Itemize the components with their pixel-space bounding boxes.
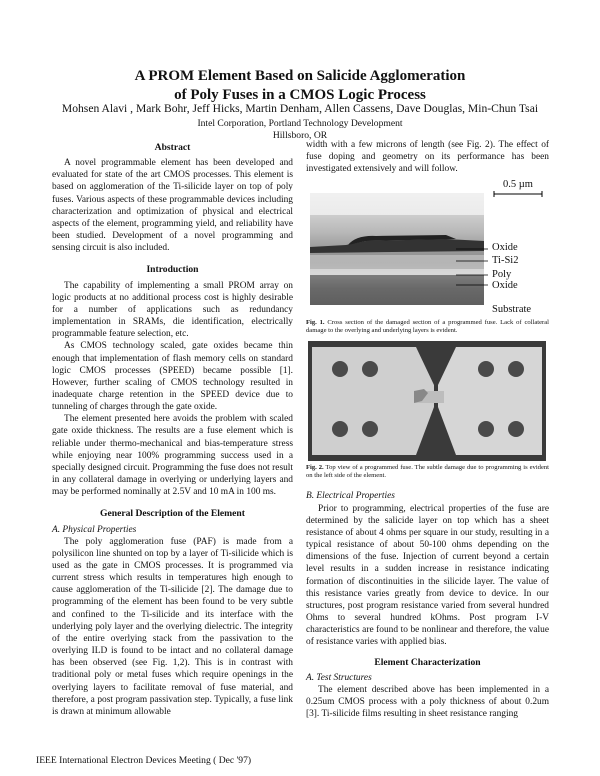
electrical-properties-paragraph: Prior to programming, electrical properties of the fuse are determined by the salicide layer on top which has a sheet resistance of about 4 ohms per square in our study, resulting in a typical resistance of about 50-100 ohms depending on the dimensions of the fuse. Injection of current beyond a certain level results in a sudden increase in resistance indicating formation of discontinuities in the silicide layer. The value of this resistance varies greatly from device to device. In our structures, post program resistance varied from several hundred Ohms to several hundred kOhms. Post program I-V characteristics are found to be nonlinear and therefore, the value of resistance varies with applied bias.	[306, 503, 549, 648]
physical-properties-continuation: width with a few microns of length (see Fig. 2). The effect of fuse doping and geometry on its performance has been investigated extensively and will follow.	[306, 140, 549, 175]
location: Hillsboro, OR	[272, 130, 328, 141]
label-oxide-top: Oxide	[492, 242, 518, 254]
intro-paragraph-3: The element presented here avoids the problem with scaled gate oxide thickness. The results are a fuse element which is reliable under thermo-mechanical and bias-temperature stress while enjoying near 100% programming success used in a specially designed circuit. Programming the fuse does not result in any collateral damage in overlying or underlying layers and may be performed nominally at 2.5V and 10 mA in 100 ms.	[52, 414, 293, 498]
figure-2-caption	[306, 464, 549, 480]
figure-1-tag: Fig. 1.	[306, 319, 325, 327]
abstract-text: A novel programmable element has been developed and evaluated for state of the art CMOS processes. This element is based on agglomeration of the Ti-silicide layer on top of poly fuses. Various aspects of these programmable devices including characterization and optimization of physical and electrical aspects of the element, programming yield, and reliability have been studied. Development of a novel programming and sensing circuit is also included.	[52, 158, 293, 254]
element-characterization-heading: Element Characterization	[374, 656, 481, 668]
right-column	[306, 142, 549, 720]
general-description-heading: General Description of the Element	[100, 508, 245, 520]
paper-title-line1: A PROM Element Based on Salicide Agglomeration	[134, 68, 466, 84]
intro-paragraph-2: As CMOS technology scaled, gate oxides became thin enough that implementation of flash memory cells on standard logic CMOS processes (SPEED) became possible [1]. However, further scaling of CMOS technology resulted in inadequate charge retention in the SPEED device due to tunneling of charges through the gate oxide.	[52, 341, 293, 413]
top-view-micrograph	[306, 341, 549, 461]
label-substrate: Substrate	[492, 304, 532, 316]
electrical-properties-subheading: B. Electrical Properties	[306, 491, 395, 502]
footer-venue: IEEE International Electron Devices Meeting ( Dec '97)	[36, 755, 252, 766]
physical-properties-subheading: A. Physical Properties	[52, 524, 137, 535]
author-list: Mohsen Alavi , Mark Bohr, Jeff Hicks, Martin Denham, Allen Cassens, Dave Douglas, Min-Chun Tsai	[61, 102, 539, 115]
label-poly: Poly	[492, 269, 512, 281]
physical-properties-paragraph: The poly agglomeration fuse (PAF) is made from a polysilicon line shunted on top by a layer of Ti-silicide which is used as the gate in CMOS processes. It is programmed via current stress which results in temperatures high enough to cause agglomeration of the Ti-silicide [2]. The damage due to programming of the element has been found to be very subtle and confined to the Ti-silicide and its interface with the underlying poly layer and the overlying dielectric. The integrity of the entire overlying stack from the passivation to the overlying ILD is found to be intact and no collateral damage has been observed (see Fig. 1,2). This is in contrast with traditional poly or metal fuses which require openings in the overlying layers to facilitate removal of fuse material, and therefore, a post program passivation step. Typically, a fuse link is drawn at minimum allowable	[52, 536, 293, 717]
figure-2-tag: Fig. 2.	[306, 464, 324, 472]
label-tisi2: Ti-Si2	[492, 255, 519, 267]
intro-paragraph-1: The capability of implementing a small PROM array on logic products at no additional process cost is highly desirable for a number of applications such as redundancy implementation in SRAMs, die identification, electrically programmable feature selection, etc.	[52, 280, 293, 340]
test-structures-paragraph: The element described above has been implemented in a 0.25um CMOS process with a poly thickness of about 0.2um [3]. Ti-silicide films resulting in sheet resistance ranging	[306, 684, 549, 720]
label-oxide-bottom: Oxide	[492, 280, 518, 292]
paper-title-line2: of Poly Fuses in a CMOS Logic Process	[174, 87, 426, 103]
figure-1-caption	[306, 319, 549, 335]
abstract-heading: Abstract	[154, 142, 191, 153]
figure-1-caption-text: Cross section of the damaged section of a programmed fuse. Lack of collateral damage to the overlying and underlying layers is evident.	[306, 319, 549, 335]
figure-2-caption-text: Top view of a programmed fuse. The subtle damage due to programming is evident on the left side of the element.	[306, 464, 549, 480]
left-column	[52, 142, 293, 718]
scale-bar-label: 0.5 µm	[503, 179, 533, 191]
affiliation: Intel Corporation, Portland Technology Development	[197, 118, 403, 129]
introduction-heading: Introduction	[146, 264, 199, 276]
figure-1	[306, 179, 549, 316]
figure-2	[306, 341, 549, 461]
test-structures-subheading: A. Test Structures	[306, 672, 372, 683]
